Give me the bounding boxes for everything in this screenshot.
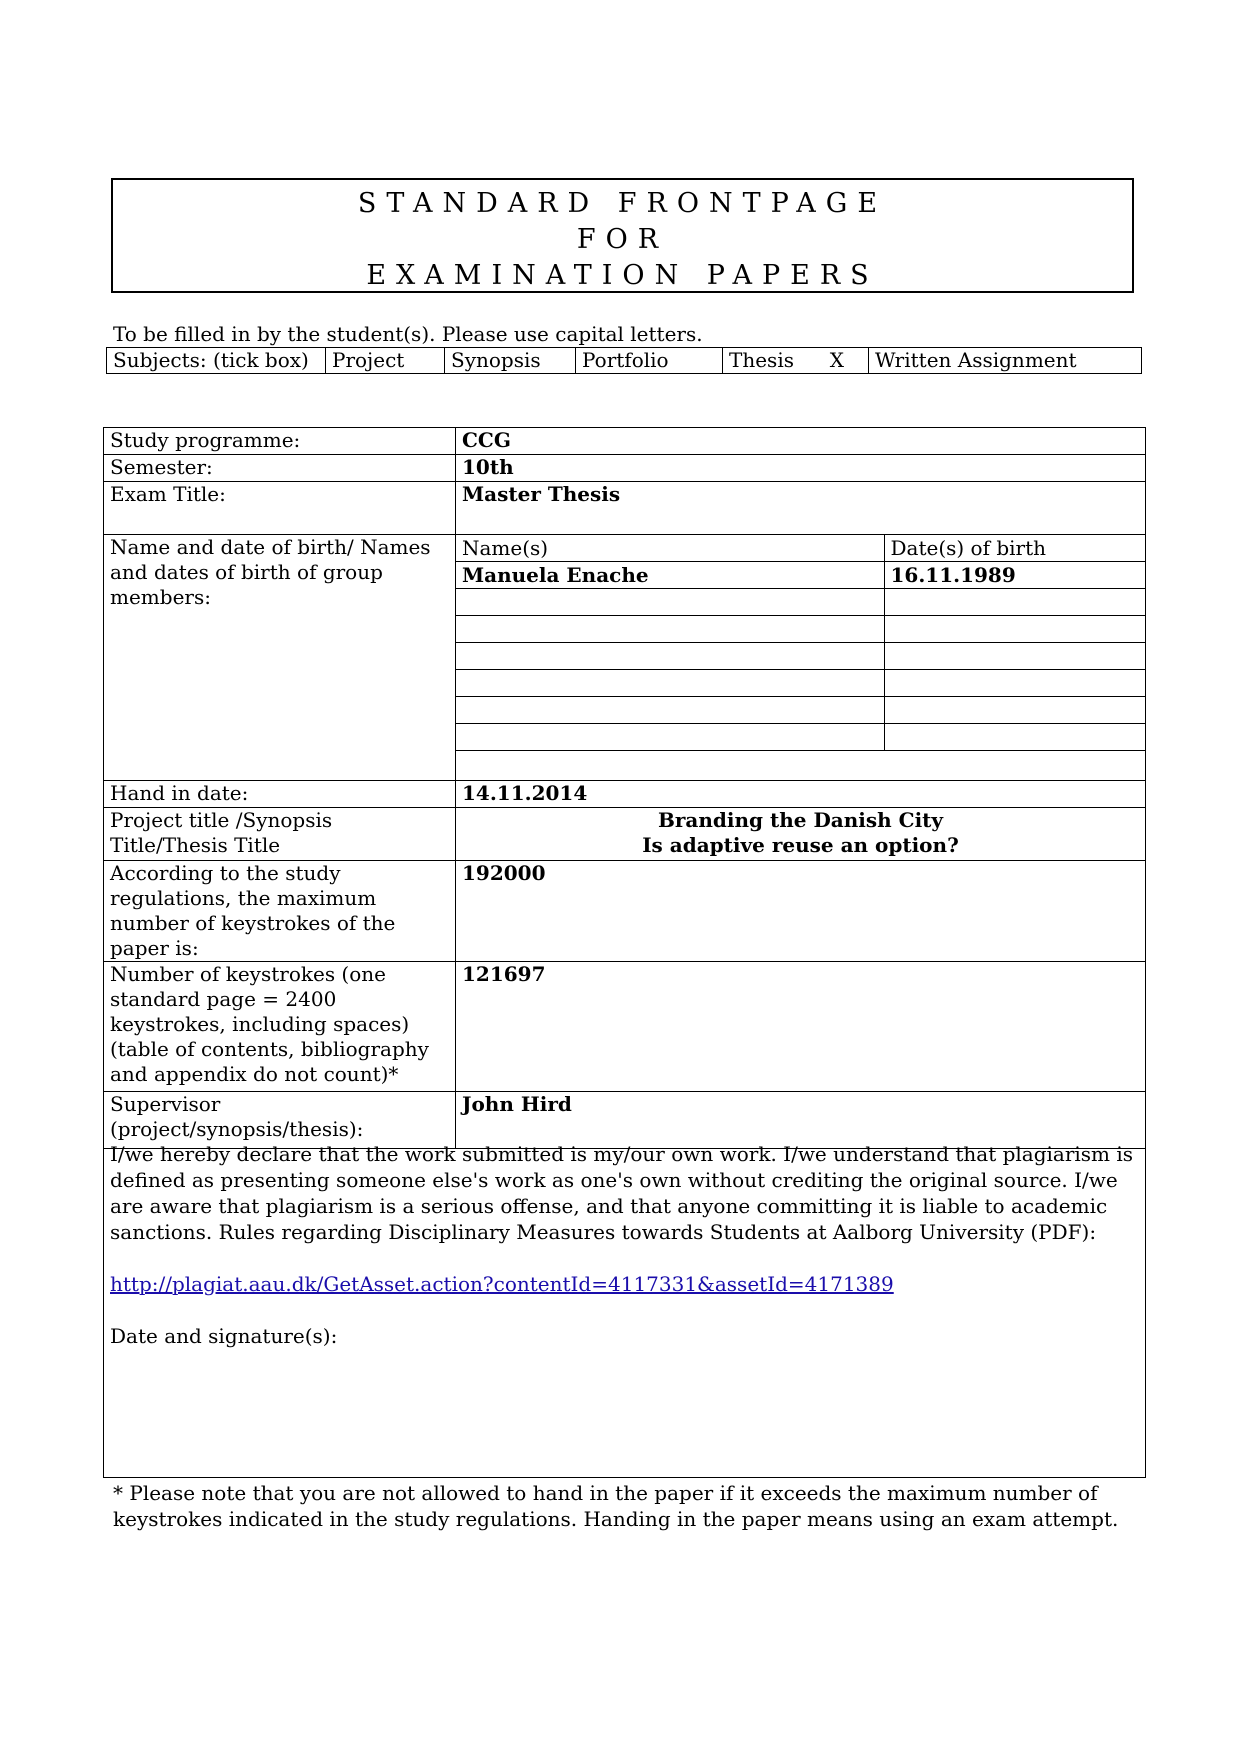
semester-value[interactable]: 10th: [456, 455, 1146, 482]
member-name-empty[interactable]: [456, 697, 884, 724]
member-dob-empty[interactable]: [884, 616, 1145, 643]
subject-project[interactable]: Project: [326, 348, 445, 374]
study-programme-value[interactable]: CCG: [456, 428, 1146, 455]
member-name-empty[interactable]: [456, 724, 884, 751]
footnote: * Please note that you are not allowed to hand in the paper if it exceeds the maximum number of keystrokes indicated in the study regulations. Handing in the paper means using an exam attempt.: [113, 1481, 1119, 1531]
project-title-label: Project title /Synopsis Title/Thesis Title: [104, 808, 456, 861]
title-box: [111, 178, 1134, 293]
semester-label: Semester:: [104, 455, 456, 482]
supervisor-label: Supervisor (project/synopsis/thesis):: [104, 1092, 456, 1149]
member-name-empty[interactable]: [456, 589, 884, 616]
num-keystrokes-label: Number of keystrokes (one standard page = 2400 keystrokes, including spaces) (table of contents, bibliography and appendix do not count)*: [104, 962, 456, 1092]
subject-thesis-label: Thesis: [729, 348, 794, 372]
member-dob-empty[interactable]: [884, 589, 1145, 616]
title-line-1: STANDARD FRONTPAGE: [357, 188, 888, 219]
study-programme-label: Study programme:: [104, 428, 456, 455]
subjects-label: Subjects: (tick box): [107, 348, 326, 374]
member-name[interactable]: Manuela Enache: [456, 562, 884, 589]
subject-portfolio[interactable]: Portfolio: [576, 348, 723, 374]
project-title-line-2: Is adaptive reuse an option?: [642, 833, 959, 857]
member-dob-empty[interactable]: [884, 670, 1145, 697]
member-name-empty[interactable]: [456, 670, 884, 697]
dob-header: Date(s) of birth: [884, 535, 1145, 562]
declaration-text: I/we hereby declare that the work submitted is my/our own work. I/we understand that plagiarism is defined as presenting someone else's work as one's own without crediting the original source. I/we are aware that plagiarism is a serious offense, and that anyone committing it is liable to academic sanctions. Rules regarding Disciplinary Measures towards Students at Aalborg University (PDF):: [110, 1142, 1134, 1244]
member-dob[interactable]: 16.11.1989: [884, 562, 1145, 589]
exam-title-value[interactable]: Master Thesis: [456, 482, 1146, 535]
hand-in-value[interactable]: 14.11.2014: [456, 781, 1146, 808]
plagiarism-rules-link[interactable]: http://plagiat.aau.dk/GetAsset.action?contentId=4117331&assetId=4171389: [110, 1272, 894, 1296]
title-line-2: FOR: [576, 224, 669, 255]
details-table: [103, 427, 1146, 1149]
hand-in-label: Hand in date:: [104, 781, 456, 808]
thesis-tick-mark: X: [829, 348, 844, 372]
names-header: Name(s): [456, 535, 884, 562]
subjects-table: [106, 347, 1142, 374]
member-dob-empty[interactable]: [884, 724, 1145, 751]
subject-synopsis[interactable]: Synopsis: [445, 348, 576, 374]
names-cell: [456, 535, 1146, 781]
exam-title-label: Exam Title:: [104, 482, 456, 535]
project-title-value[interactable]: [456, 808, 1146, 861]
project-title-line-1: Branding the Danish City: [657, 808, 944, 832]
declaration-box: [103, 1141, 1146, 1478]
member-dob-empty[interactable]: [884, 697, 1145, 724]
member-dob-empty[interactable]: [884, 643, 1145, 670]
members-table: [456, 535, 1145, 751]
instruction-text: To be filled in by the student(s). Please use capital letters.: [113, 322, 703, 346]
num-keystrokes-value[interactable]: 121697: [456, 962, 1146, 1092]
supervisor-value[interactable]: John Hird: [456, 1092, 1146, 1149]
title-line-3: EXAMINATION PAPERS: [366, 260, 879, 291]
member-name-empty[interactable]: [456, 643, 884, 670]
subject-thesis[interactable]: [723, 348, 869, 374]
max-keystrokes-value[interactable]: 192000: [456, 861, 1146, 962]
subject-written-assignment[interactable]: Written Assignment: [869, 348, 1142, 374]
names-label: Name and date of birth/ Names and dates of birth of group members:: [104, 535, 456, 781]
signature-label: Date and signature(s):: [110, 1324, 338, 1348]
member-name-empty[interactable]: [456, 616, 884, 643]
max-keystrokes-label: According to the study regulations, the maximum number of keystrokes of the paper is:: [104, 861, 456, 962]
